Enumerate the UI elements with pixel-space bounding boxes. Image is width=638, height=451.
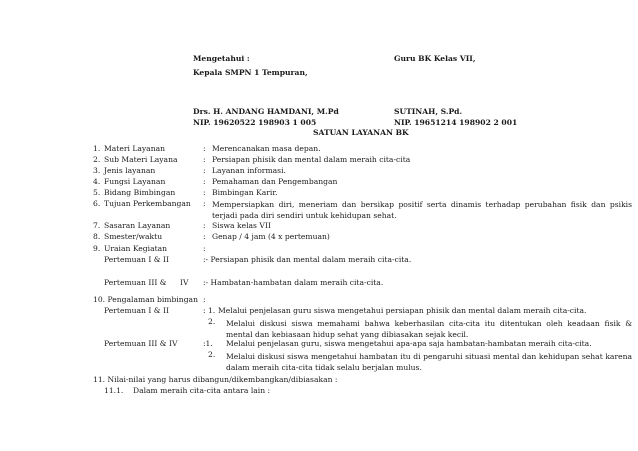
item-label: Smester/waktu xyxy=(104,232,163,241)
item-label: Jenis layanan xyxy=(104,166,156,175)
item-colon: : xyxy=(203,144,206,153)
item-colon: : xyxy=(203,188,206,197)
item-colon: : xyxy=(203,244,206,253)
list-marker: 2. xyxy=(208,317,216,326)
meeting-label: Pertemuan I & II xyxy=(104,306,169,315)
counselor-title: Guru BK Kelas VII, xyxy=(394,54,476,63)
item-label: Tujuan Perkembangan xyxy=(104,199,191,208)
meeting-text: :- Persiapan phisik dan mental dalam meraih cita-cita. xyxy=(203,255,412,264)
item-number: 7. xyxy=(93,221,101,230)
meeting-label-suffix: IV xyxy=(180,278,189,287)
item-label: Bidang Bimbingan xyxy=(104,188,176,197)
experience-colon: : xyxy=(203,295,206,304)
item-number: 1. xyxy=(93,144,101,153)
values-heading: 11. Nilai-nilai yang harus dibangun/dikembangkan/dibiasakan : xyxy=(93,375,338,384)
item-label: Fungsi Layanan xyxy=(104,177,166,186)
list-marker: : 1. xyxy=(203,306,216,315)
item-colon: : xyxy=(203,232,206,241)
item-value: Genap / 4 jam (4 x pertemuan) xyxy=(212,232,330,241)
item-value: Bimbingan Karir. xyxy=(212,188,278,197)
item-colon: : xyxy=(203,155,206,164)
item-label: Uraian Kegiatan xyxy=(104,244,168,253)
item-number: 8. xyxy=(93,232,101,241)
list-marker: :1. xyxy=(203,339,213,348)
principal-nip: NIP. 19620522 198903 1 005 xyxy=(193,118,317,127)
item-number: 2. xyxy=(93,155,101,164)
item-value: Persiapan phisik dan mental dalam meraih cita-cita xyxy=(212,155,411,164)
counselor-nip: NIP. 19651214 198902 2 001 xyxy=(394,118,518,127)
values-subheading: 11.1. Dalam meraih cita-cita antara lain : xyxy=(104,386,271,395)
item-value: Mempersiapkan diri, meneriam dan bersikap positif serta dinamis terhadap perubahan fisik dan psikis terjadi pada diri sendiri untuk kehidupan sehat. xyxy=(212,200,632,220)
item-colon: : xyxy=(203,177,206,186)
meeting-label: Pertemuan III & IV xyxy=(104,339,178,348)
item-label: Materi Layanan xyxy=(104,144,166,153)
counselor-name: SUTINAH, S.Pd. xyxy=(394,107,463,116)
item-colon: : xyxy=(203,221,206,230)
experience-label: 10. Pengalaman bimbingan xyxy=(93,295,198,304)
list-item: Melalui penjelasan guru siswa mengetahui persiapan phisik dan mental dalam meraih cita-cita. xyxy=(218,306,587,315)
item-value: Pemahaman dan Pengembangan xyxy=(212,177,338,186)
meeting-label: Pertemuan III & xyxy=(104,278,167,287)
item-number: 4. xyxy=(93,177,101,186)
approval-heading: Mengetahui : xyxy=(193,54,250,63)
item-label: Sub Materi Layana xyxy=(104,155,178,164)
item-value: Layanan informasi. xyxy=(212,166,286,175)
list-item: Melalui diskusi siswa memahami bahwa keberhasilan cita-cita itu ditentukan oleh keadaan fisik & mental dan kebiasaan hidup sehat yang dibiasakan sejak kecil. xyxy=(226,319,632,339)
item-value: Siswa kelas VII xyxy=(212,221,271,230)
item-number: 3. xyxy=(93,166,101,175)
meeting-label: Pertemuan I & II xyxy=(104,255,169,264)
document-title: SATUAN LAYANAN BK xyxy=(313,128,409,137)
list-item: Melalui diskusi siswa mengetahui hambatan itu di pengaruhi situasi mental dan kehidupan sehat karena dalam meraih cita-cita tidak selalu berjalan mulus. xyxy=(226,352,632,372)
item-colon: : xyxy=(203,199,206,208)
item-number: 5. xyxy=(93,188,101,197)
item-colon: : xyxy=(203,166,206,175)
item-value: Merencanakan masa depan. xyxy=(212,144,321,153)
list-marker: 2. xyxy=(208,350,216,359)
principal-title: Kepala SMPN 1 Tempuran, xyxy=(193,68,308,77)
item-label: Sasaran Layanan xyxy=(104,221,171,230)
meeting-text: :- Hambatan-hambatan dalam meraih cita-cita. xyxy=(203,278,384,287)
item-number: 9. xyxy=(93,244,101,253)
principal-name: Drs. H. ANDANG HAMDANI, M.Pd xyxy=(193,107,339,116)
list-item: Melalui penjelasan guru, siswa mengetahui apa-apa saja hambatan-hambatan meraih cita-cita. xyxy=(226,339,592,348)
item-number: 6. xyxy=(93,199,101,208)
